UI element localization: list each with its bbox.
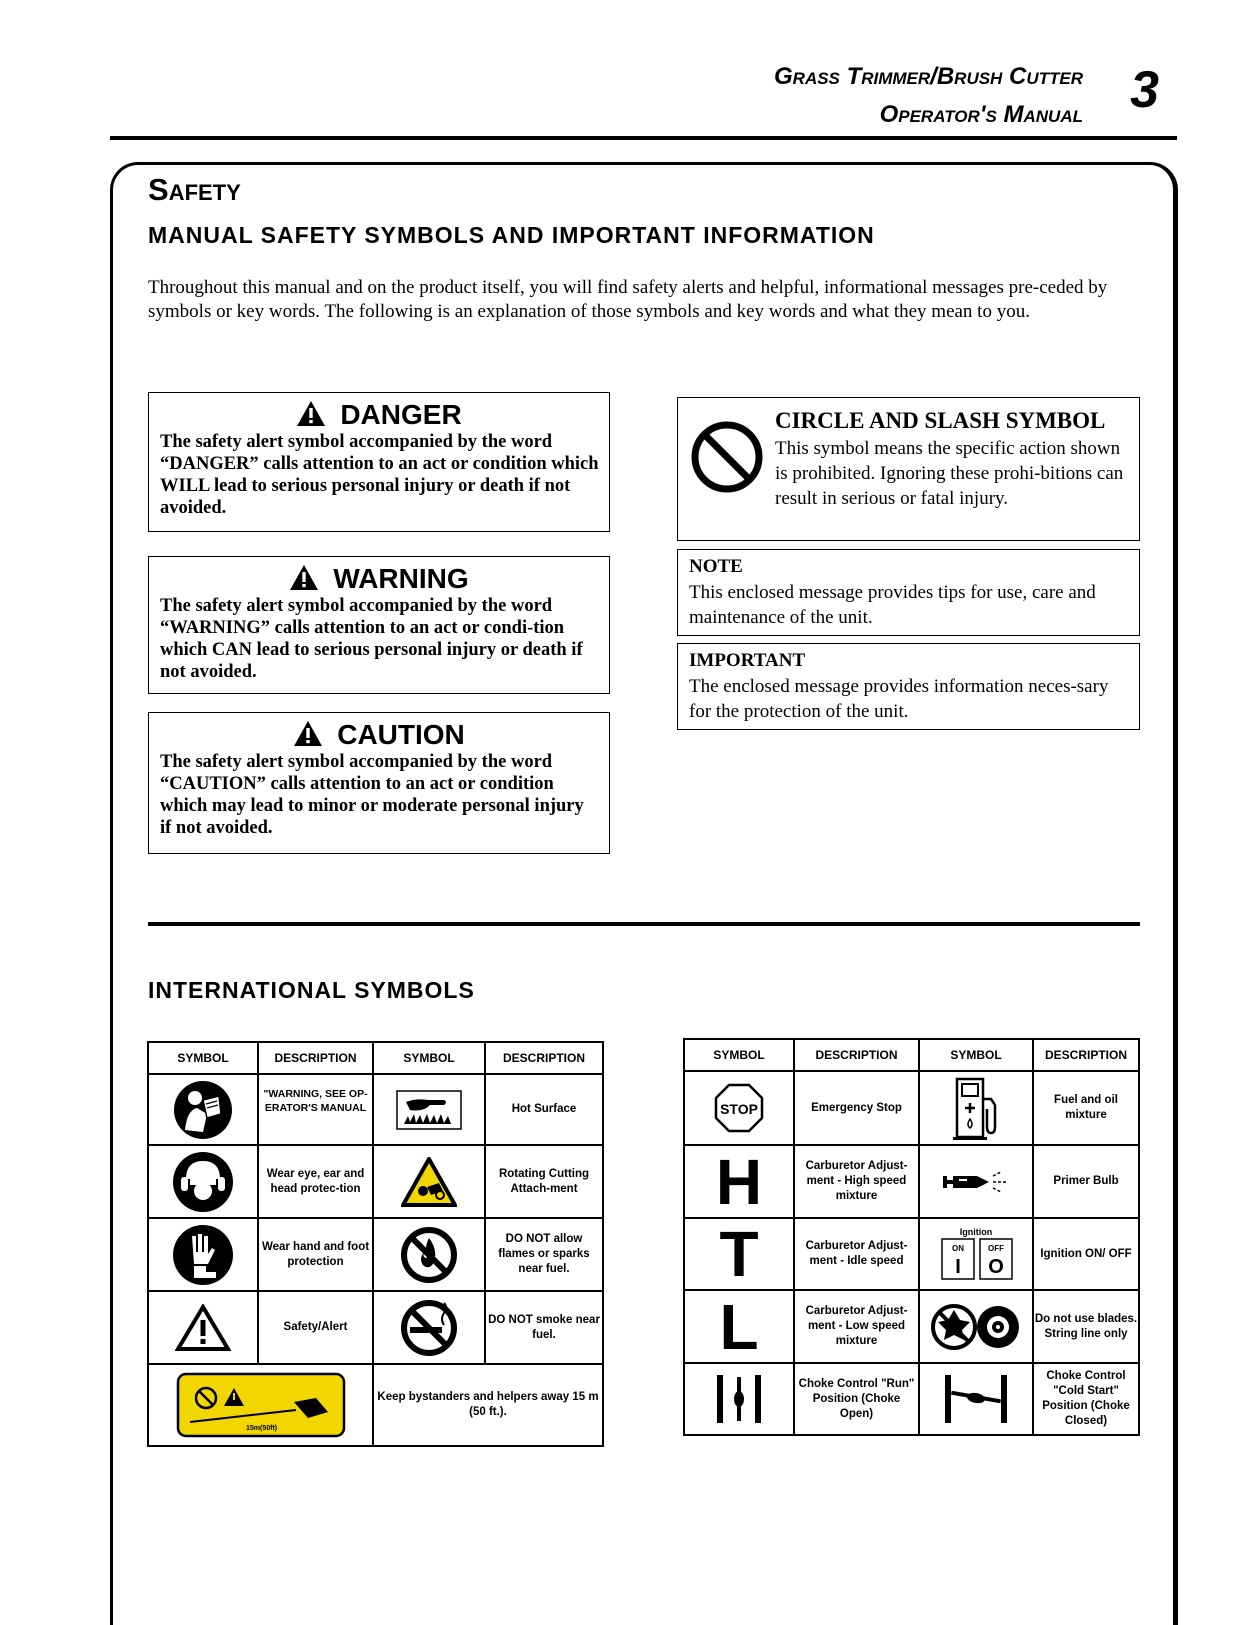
symbol-cell [684,1145,794,1218]
note-text: This enclosed message provides tips for use, care and maintenance of the unit. [689,582,1096,628]
header-symbol: SYMBOL [373,1042,485,1074]
description-cell: "WARNING, SEE OP-ERATOR'S MANUAL [258,1074,373,1145]
caution-text: The safety alert symbol accompanied by the word “CAUTION” calls attention to an act or condition which may lead to minor or moderate personal injury if not avoided. [160,752,584,838]
description-cell: DO NOT smoke near fuel. [485,1291,603,1364]
header-description: DESCRIPTION [794,1039,919,1071]
important-text: The enclosed message provides information neces-sary for the protection of the unit. [689,676,1109,722]
table-row [148,1291,603,1364]
symbol-cell [373,1218,485,1291]
alert-triangle-icon [289,564,319,591]
table-header-row [148,1042,603,1074]
symbol-cell [684,1218,794,1290]
section-divider [148,922,1140,926]
symbol-cell [373,1145,485,1218]
circle-slash-text: This symbol means the specific action shown is prohibited. Ignoring these prohi-bitions can result in serious or fatal injury. [775,438,1124,509]
header-rule [110,136,1177,140]
symbol-cell [373,1074,485,1145]
header-description: DESCRIPTION [1033,1039,1139,1071]
low-speed-l-icon: L [719,1290,759,1363]
description-cell: Choke Control "Run" Position (Choke Open) [794,1363,919,1435]
bystander-distance-label-icon [176,1372,346,1438]
warning-box [148,556,610,694]
note-title: NOTE [689,556,743,577]
intl-symbols-table-left [147,1041,604,1447]
primer-bulb-icon [941,1170,1011,1194]
hot-surface-icon [396,1090,462,1130]
table-row [148,1074,603,1145]
safety-alert-icon [175,1304,231,1352]
symbol-cell [684,1290,794,1363]
symbol-cell [148,1364,373,1446]
symbol-cell [919,1071,1033,1145]
table-row [684,1145,1139,1218]
description-cell: DO NOT allow flames or sparks near fuel. [485,1218,603,1291]
no-smoking-icon [400,1299,458,1357]
idle-speed-t-icon: T [719,1218,759,1290]
warning-text: The safety alert symbol accompanied by the word “WARNING” calls attention to an act or condi-tion which CAN lead to serious personal injury or death if not avoided. [160,596,583,682]
fuel-pump-icon [949,1075,1003,1141]
rotating-cutter-warning-icon [401,1157,457,1207]
note-box [677,549,1140,636]
alert-triangle-icon [293,720,323,747]
table-header-row [684,1039,1139,1071]
table-row [148,1145,603,1218]
high-speed-h-icon: H [715,1145,763,1218]
description-cell: Carburetor Adjust-ment - Idle speed [794,1218,919,1290]
danger-text: The safety alert symbol accompanied by the word “DANGER” calls attention to an act or condition which WILL lead to serious personal injury or death if not avoided. [160,432,599,518]
important-box [677,643,1140,730]
description-cell: Carburetor Adjust-ment - High speed mixture [794,1145,919,1218]
table-row [684,1218,1139,1290]
table-row [684,1290,1139,1363]
description-cell: Ignition ON/ OFF [1033,1218,1139,1290]
description-cell: Keep bystanders and helpers away 15 m (50 ft.). [373,1364,603,1446]
manual-title [774,58,1083,134]
symbol-cell [373,1291,485,1364]
table-row [148,1218,603,1291]
caution-box [148,712,610,854]
circle-slash-box [677,397,1140,541]
read-manual-icon [173,1080,233,1140]
description-cell: Safety/Alert [258,1291,373,1364]
section-subtitle: MANUAL SAFETY SYMBOLS AND IMPORTANT INFORMATION [148,222,875,248]
ignition-switch-icon [936,1225,1016,1283]
header-symbol: SYMBOL [919,1039,1033,1071]
description-cell: Hot Surface [485,1074,603,1145]
ignition-off-label: OFF [988,1244,1004,1253]
ignition-label: Ignition [959,1227,993,1237]
symbol-cell [919,1290,1033,1363]
no-blades-string-only-icon [930,1302,1022,1352]
ignition-on-symbol: I [955,1256,961,1278]
choke-closed-icon [939,1371,1013,1427]
description-cell: Emergency Stop [794,1071,919,1145]
symbol-cell [684,1363,794,1435]
description-cell: Choke Control "Cold Start" Position (Choke Closed) [1033,1363,1139,1435]
description-cell: Carburetor Adjust-ment - Low speed mixture [794,1290,919,1363]
table-row [148,1364,603,1446]
danger-box [148,392,610,532]
symbol-cell [684,1071,794,1145]
symbol-cell [148,1218,258,1291]
header-description: DESCRIPTION [485,1042,603,1074]
intl-symbols-title: INTERNATIONAL SYMBOLS [148,977,475,1003]
symbol-cell [919,1363,1033,1435]
stop-sign-icon [714,1083,764,1133]
symbol-cell [148,1291,258,1364]
head-protection-icon [172,1151,234,1213]
description-cell: Rotating Cutting Attach-ment [485,1145,603,1218]
no-flames-icon [400,1226,458,1284]
bystander-distance-text: 15m(50ft) [245,1425,277,1432]
description-cell: Wear eye, ear and head protec-tion [258,1145,373,1218]
ignition-off-symbol: O [988,1256,1004,1278]
stop-sign-text: STOP [720,1101,758,1117]
manual-title-line2: Operator's Manual [879,101,1083,128]
page-number: 3 [1130,61,1159,119]
symbol-cell [148,1145,258,1218]
caution-word: CAUTION [337,719,465,750]
symbol-cell [919,1145,1033,1218]
description-cell: Wear hand and foot protection [258,1218,373,1291]
table-row [684,1363,1139,1435]
description-cell: Fuel and oil mixture [1033,1071,1139,1145]
intl-symbols-table-right [683,1038,1140,1436]
circle-slash-title: CIRCLE AND SLASH SYMBOL [775,408,1106,433]
important-title: IMPORTANT [689,650,806,671]
danger-word: DANGER [340,399,462,430]
alert-triangle-icon [296,400,326,427]
section-title: Safety [148,172,241,207]
choke-open-icon [709,1371,769,1427]
symbol-cell [919,1218,1033,1290]
symbol-cell [148,1074,258,1145]
intro-paragraph: Throughout this manual and on the product itself, you will find safety alerts and helpful, informational messages pre-ceded by symbols or key words. The following is an explanation of those symbols and key words and what they mean to you. [148,277,1108,322]
ignition-on-label: ON [952,1244,964,1253]
header-symbol: SYMBOL [684,1039,794,1071]
header-description: DESCRIPTION [258,1042,373,1074]
manual-title-line1: Grass Trimmer/Brush Cutter [774,63,1083,90]
description-cell: Primer Bulb [1033,1145,1139,1218]
header-symbol: SYMBOL [148,1042,258,1074]
table-row [684,1071,1139,1145]
prohibited-circle-slash-icon [690,420,764,494]
description-cell: Do not use blades. String line only [1033,1290,1139,1363]
warning-word: WARNING [333,563,469,594]
hand-foot-protection-icon [172,1224,234,1286]
